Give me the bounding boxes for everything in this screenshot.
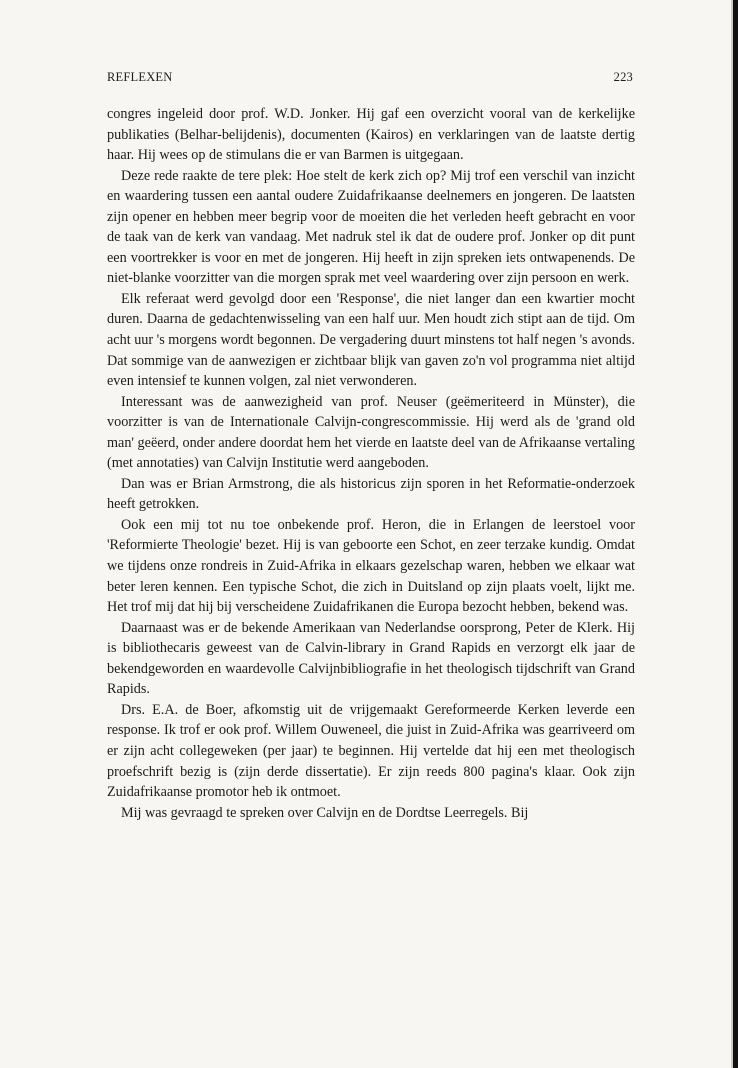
paragraph: Elk referaat werd gevolgd door een 'Response', die niet langer dan een kwartier mocht duren. Daarna de gedachtenwisseling van een half uur. Men houdt zich stipt aan de tijd. Om acht uur 's morgens wordt begonnen. De vergadering duurt minstens tot half negen 's avonds. Dat sommige van de aanwezigen er zichtbaar blijk van gaven zo'n vol programma niet altijd even intensief te kunnen volgen, zal niet verwonderen.	[107, 290, 635, 390]
paragraph: congres ingeleid door prof. W.D. Jonker. Hij gaf een overzicht vooral van de kerkelijke publikaties (Belhar-belijdenis), documenten (Kairos) en verklaringen van de laatste dertig haar. Hij wees op de stimulans die er van Barmen is uitgegaan.	[107, 106, 635, 164]
paragraph: Drs. E.A. de Boer, afkomstig uit de vrijgemaakt Gereformeerde Kerken leverde een response. Ik trof er ook prof. Willem Ouweneel, die juist in Zuid-Afrika was gearriveerd om er zijn acht collegeweken (per jaar) te beginnen. Hij vertelde dat hij een met theologisch proefschrift bezig is (zijn derde dissertatie). Er zijn reeds 800 pagina's klaar. Ook zijn Zuidafrikaanse promotor heb ik ontmoet.	[107, 701, 635, 801]
scan-edge	[733, 0, 738, 1068]
running-header	[96, 70, 634, 88]
paragraph: Deze rede raakte de tere plek: Hoe stelt de kerk zich op? Mij trof een verschil van inzicht en waardering tussen een aantal oudere Zuidafrikaanse deelnemers en jongeren. De laatsten zijn opener en hebben meer begrip voor de moeiten die het verleden heeft gebracht en voor de taak van de kerk van vandaag. Met nadruk stel ik dat de oudere prof. Jonker op dit punt een voortrekker is voor en met de jongeren. Hij heeft in zijn spreken iets ontwapenends. De niet-blanke voorzitter van die morgen sprak met veel waardering over zijn persoon en werk.	[107, 167, 635, 287]
book-page	[96, 0, 634, 1068]
body-text	[107, 104, 635, 823]
paragraph: Dan was er Brian Armstrong, die als historicus zijn sporen in het Reformatie-onderzoek heeft getrokken.	[107, 475, 635, 513]
paragraph: Daarnaast was er de bekende Amerikaan van Nederlandse oorsprong, Peter de Klerk. Hij is bibliothecaris geweest van de Calvin-library in Grand Rapids en verzorgt elk jaar de bekendgeworden en waardevolle Calvijnbibliografie in het theologisch tijdschrift van Grand Rapids.	[107, 619, 635, 698]
page-number: 223	[613, 70, 633, 84]
running-title: REFLEXEN	[107, 70, 173, 84]
paragraph: Mij was gevraagd te spreken over Calvijn en de Dordtse Leerregels. Bij	[121, 804, 529, 821]
paragraph: Ook een mij tot nu toe onbekende prof. Heron, die in Erlangen de leerstoel voor 'Reformierte Theologie' bezet. Hij is van geboorte een Schot, en zeer terzake kundig. Omdat we tijdens onze rondreis in Zuid-Afrika in elkaars gezelschap waren, hebben we elkaar wat beter leren kennen. Een typische Schot, die zich in Duitsland op zijn plaats voelt, lijkt me. Het trof mij dat hij bij verscheidene Zuidafrikanen die Europa bezocht hebben, bekend was.	[107, 516, 635, 616]
paragraph: Interessant was de aanwezigheid van prof. Neuser (geëmeriteerd in Münster), die voorzitter is van de Internationale Calvijn-congrescommissie. Hij werd als de 'grand old man' geëerd, onder andere doordat hem het vierde en laatste deel van de Afrikaanse vertaling (met annotaties) van Calvijn Institutie werd aangeboden.	[107, 393, 635, 472]
